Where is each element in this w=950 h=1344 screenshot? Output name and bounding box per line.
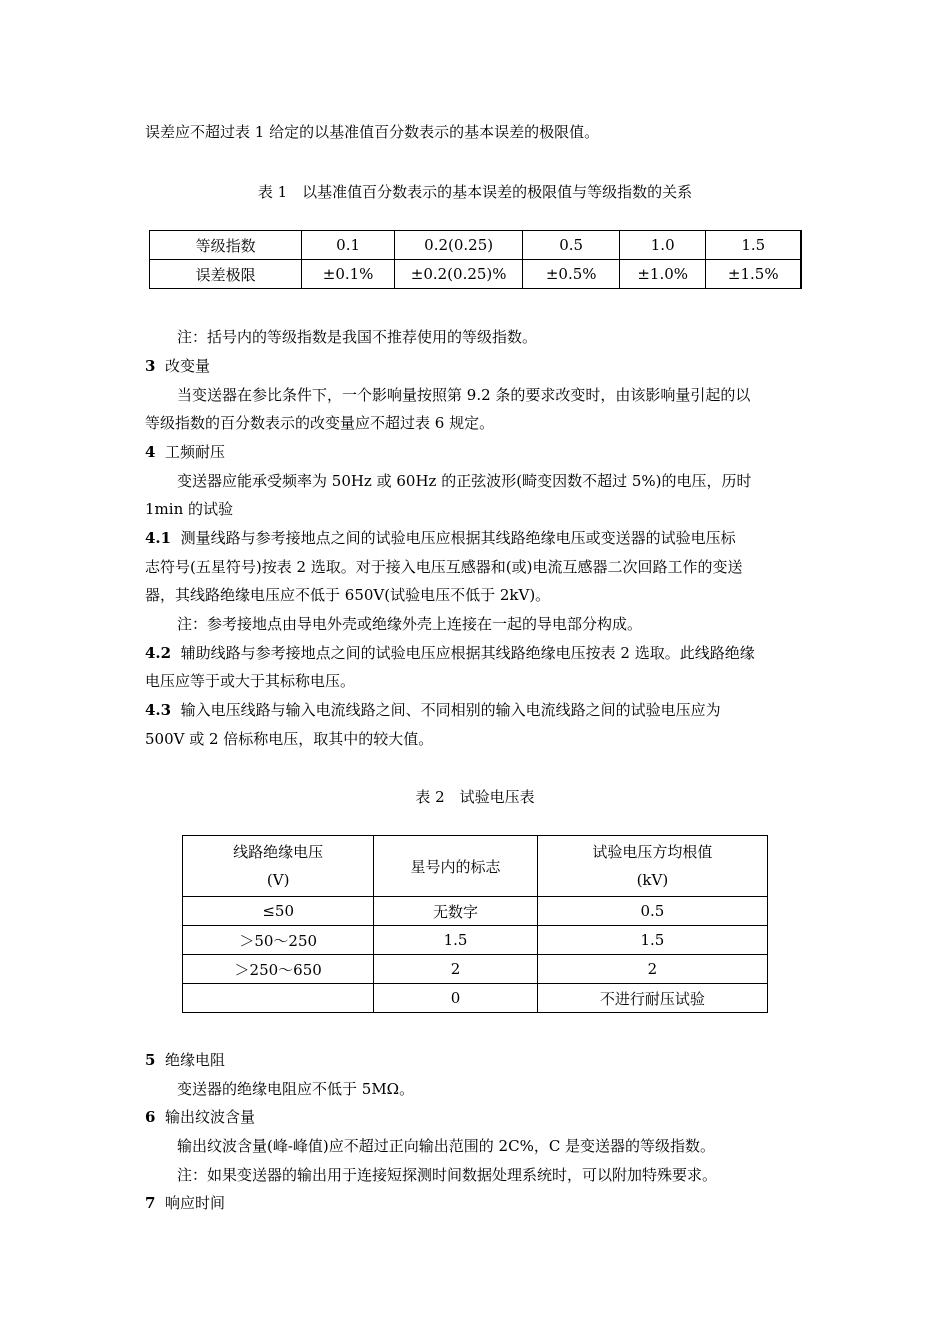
section-number: 5 bbox=[145, 1051, 156, 1069]
table2-cell: 1.5 bbox=[537, 926, 767, 955]
table1-cell: 1.0 bbox=[619, 231, 706, 260]
table1-cell: ±1.5% bbox=[706, 260, 801, 289]
section-6-heading bbox=[145, 1107, 255, 1127]
table1-note: 注：括号内的等级指数是我国不推荐使用的等级指数。 bbox=[177, 328, 538, 346]
section-number: 4.3 bbox=[145, 701, 172, 719]
section-3-line2: 等级指数的百分数表示的改变量应不超过表 6 规定。 bbox=[145, 414, 495, 432]
table-row bbox=[183, 955, 768, 984]
section-number: 3 bbox=[145, 357, 156, 375]
table1-row2-label: 误差极限 bbox=[150, 260, 302, 289]
section-number: 6 bbox=[145, 1108, 156, 1126]
section-4-3-line1 bbox=[145, 700, 721, 720]
section-4-2-line1 bbox=[145, 643, 755, 663]
table2-header-voltage bbox=[183, 836, 374, 897]
section-6-note: 注：如果变送器的输出用于连接短探测时间数据处理系统时，可以附加特殊要求。 bbox=[177, 1166, 718, 1184]
section-6-line1: 输出纹波含量(峰-峰值)应不超过正向输出范围的 2C%，C 是变送器的等级指数。 bbox=[177, 1137, 716, 1155]
section-3-heading bbox=[145, 356, 210, 376]
section-number: 4 bbox=[145, 443, 156, 461]
table2-cell: ≤50 bbox=[183, 897, 374, 926]
header-unit: (kV) bbox=[636, 871, 669, 889]
table2 bbox=[182, 835, 768, 1013]
section-4-1-line3: 器，其线路绝缘电压应不低于 650V(试验电压不低于 2kV)。 bbox=[145, 586, 551, 604]
table2-cell: ＞50～250 bbox=[183, 926, 374, 955]
table2-cell: 2 bbox=[374, 955, 537, 984]
table-row bbox=[150, 231, 802, 260]
section-4-3-line2: 500V 或 2 倍标称电压，取其中的较大值。 bbox=[145, 730, 434, 748]
table-row bbox=[183, 926, 768, 955]
section-4-line2: 1min 的试验 bbox=[145, 500, 233, 518]
section-4-1-line2: 志符号(五星符号)按表 2 选取。对于接入电压互感器和(或)电流互感器二次回路工作的变送 bbox=[145, 558, 743, 576]
table2-cell: 不进行耐压试验 bbox=[537, 984, 767, 1013]
header-text: 试验电压方均根值 bbox=[592, 843, 713, 861]
table2-cell: ＞250～650 bbox=[183, 955, 374, 984]
section-4-heading bbox=[145, 442, 225, 462]
section-title: 输出纹波含量 bbox=[164, 1108, 255, 1126]
table1-cell: ±0.2(0.25)% bbox=[394, 260, 523, 289]
table1-cell: ±0.5% bbox=[523, 260, 619, 289]
section-number: 7 bbox=[145, 1194, 156, 1212]
section-4-2-line2: 电压应等于或大于其标称电压。 bbox=[145, 672, 356, 690]
table2-cell: 0.5 bbox=[537, 897, 767, 926]
section-text: 辅助线路与参考接地点之间的试验电压应根据其线路绝缘电压按表 2 选取。此线路绝缘 bbox=[180, 644, 755, 662]
section-text: 测量线路与参考接地点之间的试验电压应根据其线路绝缘电压或变送器的试验电压标 bbox=[180, 529, 736, 547]
table1-cell: 0.5 bbox=[523, 231, 619, 260]
table2-cell bbox=[183, 984, 374, 1013]
table1-cell: ±1.0% bbox=[619, 260, 706, 289]
section-5-line1: 变送器的绝缘电阻应不低于 5MΩ。 bbox=[177, 1080, 415, 1098]
section-4-1-note: 注：参考接地点由导电外壳或绝缘外壳上连接在一起的导电部分构成。 bbox=[177, 615, 643, 633]
table1-caption: 表 1 以基准值百分数表示的基本误差的极限值与等级指数的关系 bbox=[257, 183, 693, 201]
section-number: 4.1 bbox=[145, 529, 172, 547]
table2-cell: 2 bbox=[537, 955, 767, 984]
intro-paragraph: 误差应不超过表 1 给定的以基准值百分数表示的基本误差的极限值。 bbox=[145, 123, 600, 141]
table-header-row bbox=[183, 836, 768, 897]
table-row bbox=[150, 260, 802, 289]
table2-header-test-voltage bbox=[537, 836, 767, 897]
section-5-heading bbox=[145, 1050, 225, 1070]
section-4-1-line1 bbox=[145, 528, 736, 548]
section-3-line1: 当变送器在参比条件下，一个影响量按照第 9.2 条的要求改变时，由该影响量引起的以 bbox=[177, 386, 751, 404]
table1-cell: ±0.1% bbox=[302, 260, 395, 289]
header-unit: (V) bbox=[266, 871, 290, 889]
section-4-line1: 变送器应能承受频率为 50Hz 或 60Hz 的正弦波形(畸变因数不超过 5%)的电压，历时 bbox=[177, 472, 752, 490]
table2-cell: 无数字 bbox=[374, 897, 537, 926]
table1 bbox=[149, 230, 802, 289]
section-title: 响应时间 bbox=[164, 1194, 225, 1212]
table1-cell: 0.2(0.25) bbox=[394, 231, 523, 260]
table2-header-mark: 星号内的标志 bbox=[374, 836, 537, 897]
section-title: 工频耐压 bbox=[164, 443, 225, 461]
section-text: 输入电压线路与输入电流线路之间、不同相别的输入电流线路之间的试验电压应为 bbox=[180, 701, 721, 719]
section-number: 4.2 bbox=[145, 644, 172, 662]
table1-row1-label: 等级指数 bbox=[150, 231, 302, 260]
header-text: 线路绝缘电压 bbox=[233, 843, 324, 861]
table2-caption: 表 2 试验电压表 bbox=[415, 788, 535, 806]
section-title: 绝缘电阻 bbox=[164, 1051, 225, 1069]
section-7-heading bbox=[145, 1193, 225, 1213]
table1-cell: 1.5 bbox=[706, 231, 801, 260]
section-title: 改变量 bbox=[164, 357, 210, 375]
table-row bbox=[183, 897, 768, 926]
table1-cell: 0.1 bbox=[302, 231, 395, 260]
table2-cell: 0 bbox=[374, 984, 537, 1013]
table2-cell: 1.5 bbox=[374, 926, 537, 955]
table-row bbox=[183, 984, 768, 1013]
